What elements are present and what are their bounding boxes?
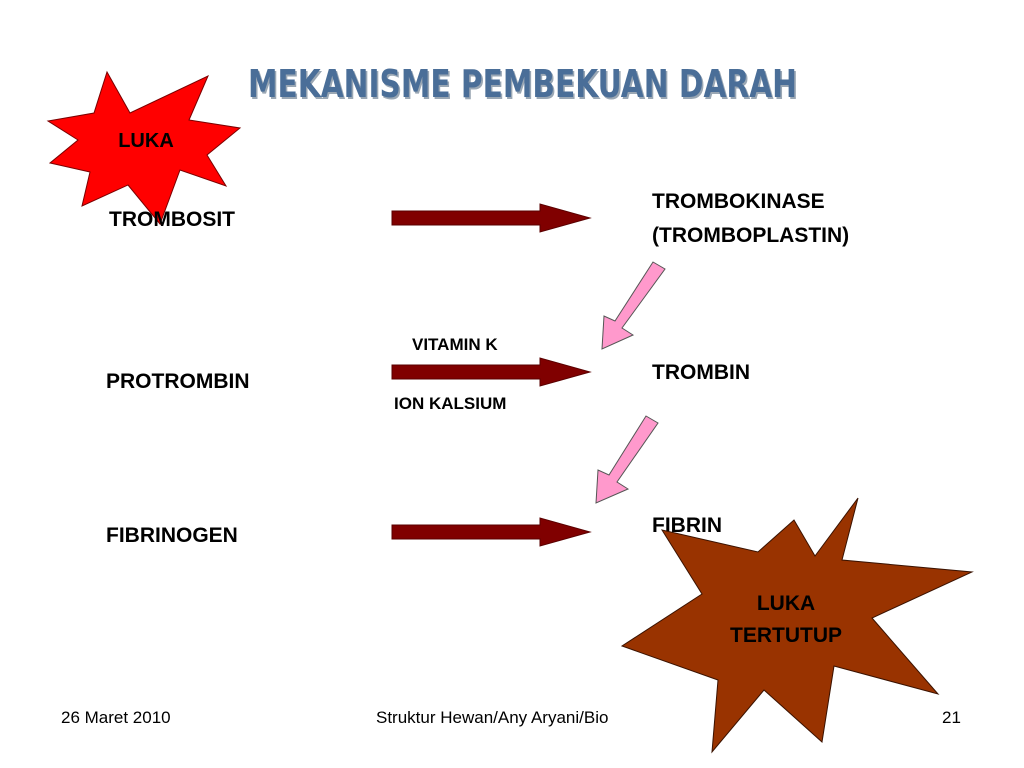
label-fibrin: FIBRIN: [652, 514, 722, 537]
luka-label: LUKA: [118, 130, 174, 152]
label-trombosit: TROMBOSIT: [109, 208, 235, 231]
footer-course: Struktur Hewan/Any Aryani/Bio: [376, 708, 609, 727]
label-trombin: TROMBIN: [652, 361, 750, 384]
label-trombokinase: TROMBOKINASE: [652, 190, 825, 213]
label-tromboplastin: (TROMBOPLASTIN): [652, 224, 850, 247]
label-protrombin: PROTROMBIN: [106, 370, 250, 393]
footer-date: 26 Maret 2010: [61, 708, 171, 727]
closed-wound-label-line1: LUKA: [756, 592, 816, 615]
closed-wound-label-line2: TERTUTUP: [730, 624, 842, 647]
label-vitamin-k: VITAMIN K: [412, 335, 498, 354]
label-ion-kalsium: ION KALSIUM: [394, 394, 507, 413]
label-fibrinogen: FIBRINOGEN: [106, 524, 238, 547]
page-title: MEKANISME PEMBEKUAN DARAH: [248, 62, 797, 106]
footer-page-number: 21: [942, 708, 961, 727]
